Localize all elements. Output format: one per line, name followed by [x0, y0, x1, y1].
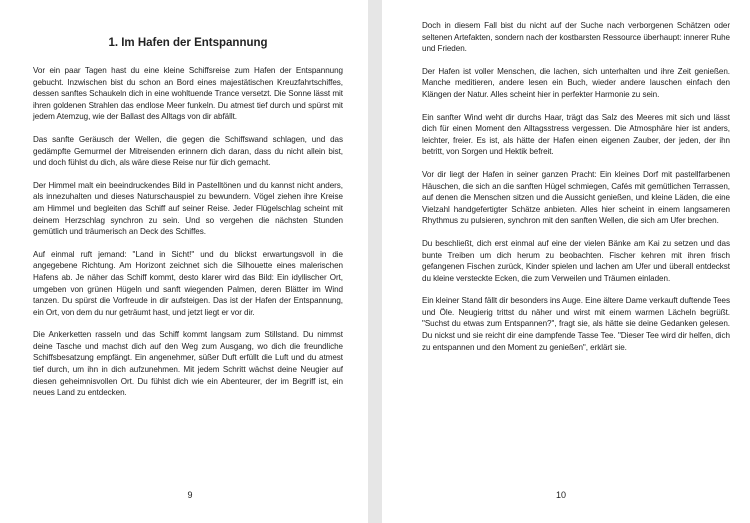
- paragraph: Vor dir liegt der Hafen in seiner ganzen Pracht: Ein kleines Dorf mit pastellfarbenen Häuschen, die sich an die sanften Hügel schmiegen, Cafés mit gemütlichen Terrassen, auf denen die Menschen sitzen und die Aussicht genießen, und kleine Läden, die eine Vielzahl handgefertigter Schätze anbieten. Alles hier scheint in einem langsameren Rhythmus zu pulsieren, synchron mit den sanften Wellen, die sich am Ufer brechen.: [422, 169, 730, 226]
- chapter-heading: 1. Im Hafen der Entspannung: [108, 37, 268, 49]
- right-page: [382, 0, 750, 523]
- paragraph: Ein kleiner Stand fällt dir besonders ins Auge. Eine ältere Dame verkauft duftende Tees und Öle. Neugierig trittst du näher und wirst mit einem warmen Lächeln begrüßt. "Suchst du etwas zum Entspannen?", fragt sie, als hätte sie deine Gedanken gelesen. Du nickst und sie reicht dir eine dampfende Tasse Tee. "Dieser Tee wird dir helfen, dich zu entspannen und den Moment zu genießen", erklärt sie.: [422, 296, 730, 352]
- paragraph: Doch in diesem Fall bist du nicht auf der Suche nach verborgenen Schätzen oder seltenen Artefakten, sondern nach der kostbarsten Ressource überhaupt: innerer Ruhe und Frieden.: [422, 21, 730, 54]
- paragraph: Die Ankerketten rasseln und das Schiff kommt langsam zum Stillstand. Du nimmst deine Tasche und machst dich auf den Weg zum Ausgang, wo dich die freundliche Schiffsbesatzung empfängt. Ein angenehmer, süßer Duft erfüllt die Luft und du atmest tief durch, um ihn in dich aufzunehmen. Mit jedem Schritt wächst deine Neugier auf diesen geheimnisvollen Ort. Du fühlst dich wie ein Abenteurer, der im Begriff ist, ein neues Land zu entdecken.: [33, 330, 343, 398]
- paragraph: Der Himmel malt ein beeindruckendes Bild in Pastelltönen und du kannst nicht anders, als innezuhalten und dieses Naturschauspiel zu bewundern. Vögel ziehen ihre Kreise am Himmel und begleiten das Schiff auf seiner Reise. Jeder Flügelschlag scheint mit deinem Herzschlag synchron zu sein. Und so vergehen die nächsten Stunden gemütlich und träumerisch an Deck des Schiffes.: [33, 180, 343, 237]
- paragraph: Ein sanfter Wind weht dir durchs Haar, trägt das Salz des Meeres mit sich und lässt dich für einen Moment den Alltagsstress vergessen. Die Atmosphäre hier ist anders, leichter, freier. Es ist, als hätte der Hafen einen eigenen Zauber, der jeden, der ihn betritt, von Sorgen und Hektik befreit.: [422, 112, 730, 157]
- paragraph: Auf einmal ruft jemand: "Land in Sicht!" und du blickst erwartungsvoll in die angegebene Richtung. Am Horizont zeichnet sich die Silhouette eines malerischen Hafens ab. Je näher das Schiff kommt, desto klarer wird das Bild: Ein idyllischer Ort, umgeben von grünen Hügeln und sanft wiegenden Palmen, deren Blätter im Wind tanzen. Du spürst die Vorfreude in dir aufsteigen. Das ist der Hafen der Entspannung, ein Ort, von dem du nur geträumt hast, und jetzt liegt er vor dir.: [33, 249, 343, 317]
- left-page-content: [33, 36, 343, 410]
- paragraph: Der Hafen ist voller Menschen, die lachen, sich unterhalten und ihre Zeit genießen. Manche meditieren, andere lesen ein Buch, wieder andere lauschen einfach den Klängen der Natur. Alles scheint hier in perfekter Harmonie zu sein.: [422, 66, 730, 99]
- paragraph: Das sanfte Geräusch der Wellen, die gegen die Schiffswand schlagen, und das gedämpfte Gemurmel der Mitreisenden erinnern dich daran, dass du nicht allein bist, und doch fühlst du dich, als wäre diese Reise nur für dich gemacht.: [33, 134, 343, 168]
- left-page: [0, 0, 368, 523]
- paragraph: Vor ein paar Tagen hast du eine kleine Schiffsreise zum Hafen der Entspannung gebucht. Inzwischen bist du schon an Bord eines majestätischen Kreuzfahrtschiffes, dessen sanftes Schaukeln dich in eine wohltuende Trance versetzt. Die Sonne lässt mit ihren goldenen Strahlen das endlose Meer funkeln. Du atmest tief durch und spürst mit jedem Atemzug, wie der Ballast des Alltags von dir abfällt.: [33, 66, 343, 122]
- paragraph: Du beschließt, dich erst einmal auf eine der vielen Bänke am Kai zu setzen und das bunte Treiben um dich herum zu beobachten. Fischer kehren mit ihren frisch gefangenen Fischen zurück, Kinder spielen und lachen am Ufer und überall entdeckst du kleine versteckte Ecken, die zum Verweilen und Träumen einladen.: [422, 238, 730, 283]
- page-number: 9: [187, 490, 193, 500]
- page-number: 10: [555, 490, 566, 500]
- right-page-content: [422, 20, 730, 364]
